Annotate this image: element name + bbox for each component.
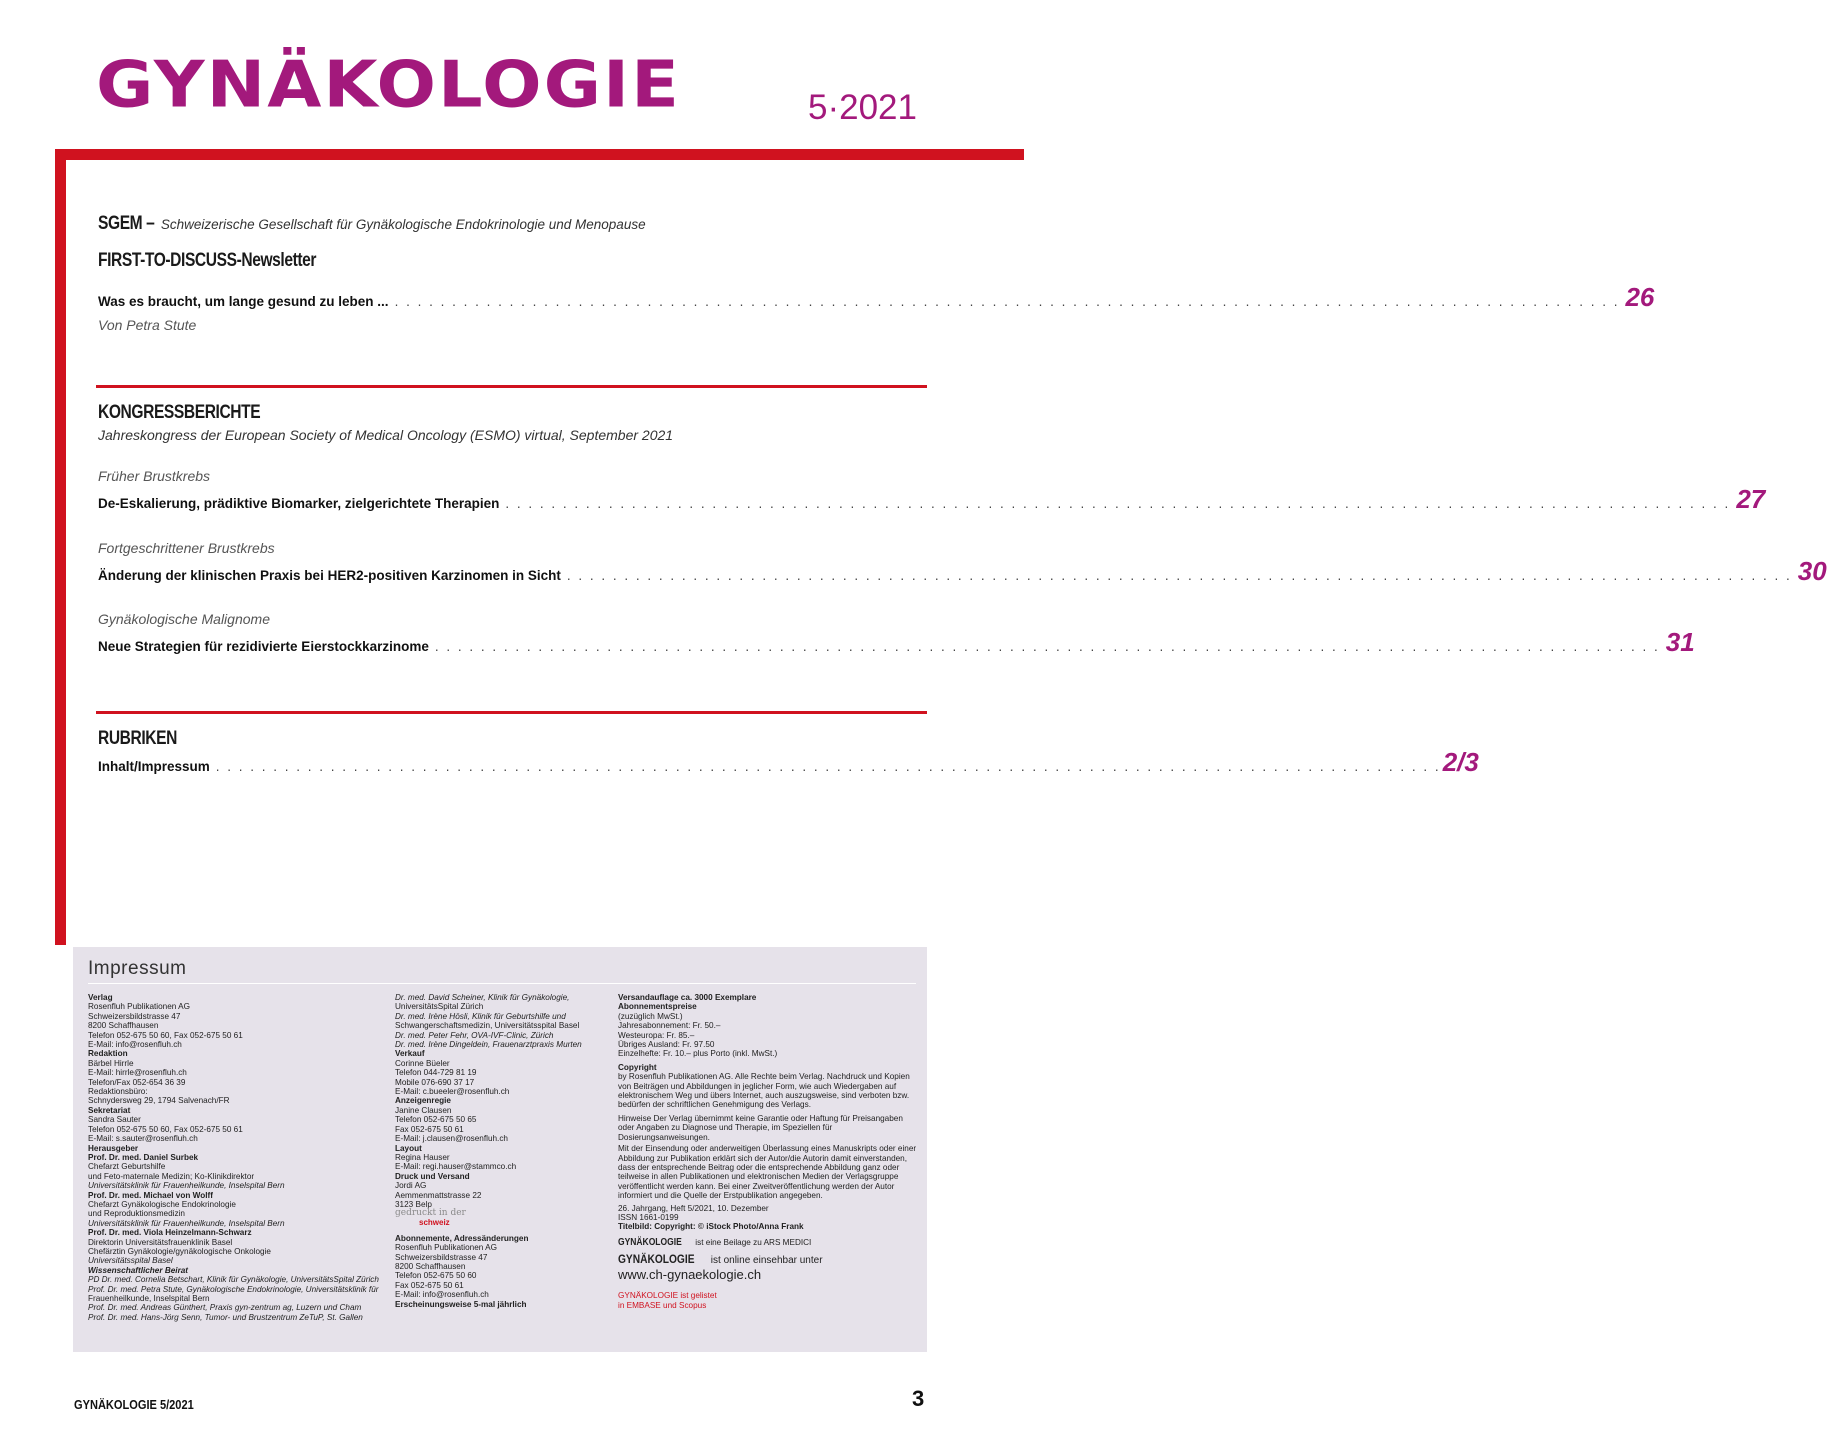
beilage-text: ist eine Beilage zu ARS MEDICI bbox=[695, 1237, 812, 1247]
topic-block bbox=[98, 611, 928, 627]
imp-line: E-Mail: regi.hauser@stammco.ch bbox=[395, 1162, 517, 1172]
toc-entry-text: De-Eskalierung, prädiktive Biomarker, zielgerichtete Therapien bbox=[98, 496, 500, 511]
toc-entry-31[interactable] bbox=[98, 627, 1695, 657]
logo-line: gedruckt in der bbox=[395, 1208, 466, 1219]
imp-line: Bärbel Hirrle bbox=[88, 1058, 134, 1068]
imp-line: 8200 Schaffhausen bbox=[395, 1261, 466, 1271]
imp-line: Dr. med. Irène Dingeldein, Frauenarztpraxis Murten bbox=[395, 1040, 582, 1050]
imp-line: Jahresabonnement: Fr. 50.– bbox=[618, 1021, 721, 1031]
imp-line: E-Mail: j.clausen@rosenfluh.ch bbox=[395, 1134, 508, 1144]
imp-line: Prof. Dr. med. Hans-Jörg Senn, Tumor- und Brustzentrum ZeTuP, St. Gallen bbox=[88, 1312, 363, 1322]
imp-line: PD Dr. med. Cornelia Betschart, Klinik für Gynäkologie, UniversitätsSpital Zürich bbox=[88, 1275, 379, 1285]
imp-line: E-Mail: hirrle@rosenfluh.ch bbox=[88, 1068, 187, 1078]
imp-line: veröffentlicht werden kann. Bei einer Zweitveröffentlichung werden der Autor bbox=[618, 1181, 895, 1191]
listed-line: in EMBASE und Scopus bbox=[618, 1300, 707, 1310]
imp-line: Dr. med. Irène Hösli, Klinik für Geburtshilfe und bbox=[395, 1011, 566, 1021]
imp-line: 3123 Belp bbox=[395, 1199, 432, 1209]
toc-entry-27[interactable] bbox=[98, 484, 1766, 514]
imp-line: 26. Jahrgang, Heft 5/2021, 10. Dezember bbox=[618, 1203, 769, 1213]
imp-heading: Wissenschaftlicher Beirat bbox=[88, 1265, 189, 1275]
brand-name: GYNÄKOLOGIE bbox=[618, 1236, 682, 1248]
imp-line: Sandra Sauter bbox=[88, 1115, 141, 1125]
imp-heading: Erscheinungsweise 5-mal jährlich bbox=[395, 1299, 527, 1309]
toc-page-number: 31 bbox=[1665, 627, 1695, 657]
imp-line: informiert und die Quelle der Erstpublikation angegeben. bbox=[618, 1191, 823, 1201]
imp-line: oder Angaben zu Diagnose und Therapie, im Speziellen für Dosierungsanweisungen. bbox=[618, 1123, 833, 1142]
imp-line: Regina Hauser bbox=[395, 1152, 450, 1162]
imp-heading: Abonnemente, Adressänderungen bbox=[395, 1233, 529, 1243]
section-rubriken bbox=[98, 728, 928, 750]
imp-line: Schwangerschaftsmedizin, Universitätsspital Basel bbox=[395, 1021, 580, 1031]
impressum-divider bbox=[88, 983, 916, 984]
imp-line: Hinweise Der Verlag übernimmt keine Garantie oder Haftung für Preisangaben bbox=[618, 1113, 903, 1123]
imp-line: Übriges Ausland: Fr. 97.50 bbox=[618, 1040, 715, 1050]
red-frame-top bbox=[55, 149, 1024, 160]
imp-line: E-Mail: info@rosenfluh.ch bbox=[395, 1290, 489, 1300]
topic-block bbox=[98, 540, 928, 556]
toc-leader-dots: . . . . . . . . . . . . . . . . . . . . . . . . . . . . . . . . . . . . . . . . . . . . . . . . . . . . . . . . . . . . . . . . . . . . . . . . . . . . . . . . . . . . . . . . . . . . . . . . . . . . . . . . . . . bbox=[215, 759, 1441, 774]
imp-line: Prof. Dr. med. Petra Stute, Gynäkologische Endokrinologie, Universitätsklinik für bbox=[88, 1284, 379, 1294]
imp-line: Telefon 052-675 50 60 bbox=[395, 1271, 477, 1281]
sgem-subtitle: Schweizerische Gesellschaft für Gynäkologische Endokrinologie und Menopause bbox=[160, 217, 646, 232]
imp-line: Frauenheilkunde, Inselspital Bern bbox=[88, 1294, 210, 1303]
toc-page-number: 2/3 bbox=[1442, 747, 1479, 777]
section-sgem bbox=[98, 213, 928, 235]
toc-entry-text: Änderung der klinischen Praxis bei HER2-positiven Karzinomen in Sicht bbox=[98, 568, 561, 583]
topic-block bbox=[98, 468, 928, 484]
imp-line: Westeuropa: Fr. 85.– bbox=[618, 1030, 695, 1040]
imp-line: Universitätsspital Basel bbox=[88, 1256, 173, 1266]
imp-line: ISSN 1661-0199 bbox=[618, 1212, 679, 1222]
toc-leader-dots: . . . . . . . . . . . . . . . . . . . . . . . . . . . . . . . . . . . . . . . . . . . . . . . . . . . . . . . . . . . . . . . . . . . . . . . . . . . . . . . . . . . . . . . . . . . . . . . . . . . . . . . . . . . bbox=[434, 639, 1660, 654]
imp-line: E-Mail: s.sauter@rosenfluh.ch bbox=[88, 1134, 198, 1144]
toc-entry-text: Was es braucht, um lange gesund zu leben ... bbox=[98, 294, 389, 309]
imp-line: Aemmenmattstrasse 22 bbox=[395, 1190, 482, 1200]
kongress-title: KONGRESSBERICHTE bbox=[98, 402, 261, 423]
online-line bbox=[618, 1253, 918, 1267]
toc-page-number: 30 bbox=[1797, 556, 1827, 586]
imp-line: Telefon 044-729 81 19 bbox=[395, 1068, 477, 1078]
kongress-subtitle: Jahreskongress der European Society of Medical Oncology (ESMO) virtual, September 2021 bbox=[98, 427, 674, 443]
imp-heading: Verkauf bbox=[395, 1049, 425, 1059]
imp-line: Jordi AG bbox=[395, 1181, 427, 1191]
toc-author: Von Petra Stute bbox=[98, 317, 197, 333]
imp-line: bedürfen der schriftlichen Genehmigung des Verlags. bbox=[618, 1100, 811, 1110]
imp-heading: Abonnementspreise bbox=[618, 1002, 697, 1012]
section-kongress bbox=[98, 402, 928, 424]
imp-heading: Versandauflage ca. 3000 Exemplare bbox=[618, 993, 757, 1002]
brand-name: GYNÄKOLOGIE bbox=[618, 1252, 695, 1267]
imp-line: Abbildung zur Publikation erklärt sich der Autor/die Autorin damit einverstanden, bbox=[618, 1153, 907, 1163]
imp-line: teilweise in allen Publikationen und elektronischen Medien der Verlagsgruppe bbox=[618, 1172, 899, 1182]
toc-leader-dots: . . . . . . . . . . . . . . . . . . . . . . . . . . . . . . . . . . . . . . . . . . . . . . . . . . . . . . . . . . . . . . . . . . . . . . . . . . . . . . . . . . . . . . . . . . . . . . . . . . . . . . . . . . . bbox=[394, 294, 1620, 309]
listed-line: GYNÄKOLOGIE ist gelistet bbox=[618, 1291, 717, 1301]
imp-line: (zuzüglich MwSt.) bbox=[618, 1011, 683, 1021]
toc-topic: Früher Brustkrebs bbox=[98, 468, 211, 484]
sgem-title: SGEM – bbox=[98, 213, 155, 234]
imp-line: Dr. med. Peter Fehr, OVA-IVF-Clinic, Zürich bbox=[395, 1030, 554, 1040]
imp-line: Dr. med. David Scheiner, Klinik für Gynäkologie, bbox=[395, 993, 570, 1002]
toc-leader-dots: . . . . . . . . . . . . . . . . . . . . . . . . . . . . . . . . . . . . . . . . . . . . . . . . . . . . . . . . . . . . . . . . . . . . . . . . . . . . . . . . . . . . . . . . . . . . . . . . . . . . . . . . . . . bbox=[566, 568, 1792, 583]
imp-line: Telefon 052-675 50 60, Fax 052-675 50 61 bbox=[88, 1030, 243, 1040]
toc-entry-30[interactable] bbox=[98, 556, 1827, 586]
imp-line: Telefon 052-675 50 65 bbox=[395, 1115, 477, 1125]
imp-line: 8200 Schaffhausen bbox=[88, 1021, 159, 1031]
imp-line: Universitätsklinik für Frauenheilkunde, Inselspital Bern bbox=[88, 1181, 285, 1191]
impressum-title: Impressum bbox=[88, 958, 187, 979]
impressum-column-1 bbox=[88, 993, 388, 1322]
logo-line: schweiz bbox=[419, 1218, 450, 1228]
author-line bbox=[98, 317, 928, 333]
imp-line: Redaktionsbüro: bbox=[88, 1087, 148, 1097]
issue-number: 5·2021 bbox=[808, 88, 917, 127]
imp-line: Universitätsklinik für Frauenheilkunde, Inselspital Bern bbox=[88, 1218, 285, 1228]
imp-line: von Beiträgen und Abbildungen in jeglicher Form, wie auch Wiedergaben auf bbox=[618, 1081, 897, 1091]
imp-line: Mobile 076-690 37 17 bbox=[395, 1077, 475, 1087]
imp-heading: Redaktion bbox=[88, 1049, 128, 1059]
toc-topic: Fortgeschrittener Brustkrebs bbox=[98, 540, 275, 556]
footer-journal-issue: GYNÄKOLOGIE 5/2021 bbox=[74, 1397, 194, 1412]
printed-in-switzerland-logo bbox=[395, 1209, 466, 1227]
rubriken-title: RUBRIKEN bbox=[98, 728, 177, 749]
imp-line: Telefon 052-675 50 60, Fax 052-675 50 61 bbox=[88, 1124, 243, 1134]
newsletter-title: FIRST-TO-DISCUSS-Newsletter bbox=[98, 250, 317, 271]
imp-line: Schweizersbildstrasse 47 bbox=[88, 1011, 181, 1021]
imp-line: Mit der Einsendung oder anderweitigen Überlassung eines Manuskripts oder einer bbox=[618, 1144, 917, 1154]
imp-line: Rosenfluh Publikationen AG bbox=[88, 1002, 190, 1012]
imp-line: Fax 052-675 50 61 bbox=[395, 1280, 464, 1290]
imp-heading: Anzeigenregie bbox=[395, 1096, 451, 1106]
red-frame-left bbox=[55, 149, 66, 945]
imp-line: Chefarzt Gynäkologische Endokrinologie bbox=[88, 1199, 236, 1209]
impressum-column-3 bbox=[618, 993, 918, 1310]
section-divider bbox=[96, 711, 927, 714]
imp-line: Corinne Büeler bbox=[395, 1058, 450, 1068]
toc-page-number: 26 bbox=[1625, 282, 1655, 312]
section-divider bbox=[96, 385, 927, 388]
imp-line: E-Mail: info@rosenfluh.ch bbox=[88, 1040, 182, 1050]
imp-line: Einzelhefte: Fr. 10.– plus Porto (inkl. MwSt.) bbox=[618, 1049, 778, 1059]
imp-line: Schweizersbildstrasse 47 bbox=[395, 1252, 488, 1262]
imp-line: Chefarzt Geburtshilfe bbox=[88, 1162, 166, 1172]
toc-entry-2-3[interactable] bbox=[98, 747, 1479, 777]
toc-leader-dots: . . . . . . . . . . . . . . . . . . . . . . . . . . . . . . . . . . . . . . . . . . . . . . . . . . . . . . . . . . . . . . . . . . . . . . . . . . . . . . . . . . . . . . . . . . . . . . . . . . . . . . . . . . . bbox=[505, 496, 1731, 511]
imp-heading: Druck und Versand bbox=[395, 1171, 470, 1181]
imp-line: Titelbild: Copyright: © iStock Photo/Anna Frank bbox=[618, 1222, 804, 1232]
imp-line: elektronischem Weg und übers Internet, auch auszugsweise, sind verboten bzw. bbox=[618, 1091, 910, 1101]
imp-heading: Layout bbox=[395, 1143, 422, 1153]
imp-line: und Feto-maternale Medizin; Ko-Klinikdirektor bbox=[88, 1171, 255, 1181]
toc-entry-text: Neue Strategien für rezidivierte Eierstockkarzinome bbox=[98, 639, 429, 654]
imp-line: Prof. Dr. med. Andreas Günthert, Praxis gyn-zentrum ag, Luzern und Cham bbox=[88, 1303, 362, 1313]
newsletter-block bbox=[98, 250, 928, 272]
imp-person: Prof. Dr. med. Daniel Surbek bbox=[88, 1152, 199, 1162]
imp-person: Prof. Dr. med. Michael von Wolff bbox=[88, 1190, 213, 1200]
imp-line: Fax 052-675 50 61 bbox=[395, 1124, 464, 1134]
beilage-line bbox=[618, 1238, 918, 1247]
impressum-column-2 bbox=[395, 993, 600, 1309]
imp-line: Rosenfluh Publikationen AG bbox=[395, 1243, 497, 1253]
imp-heading: Sekretariat bbox=[88, 1105, 131, 1115]
imp-line: UniversitätsSpital Zürich bbox=[395, 1002, 484, 1012]
imp-line: by Rosenfluh Publikationen AG. Alle Rechte beim Verlag. Nachdruck und Kopien bbox=[618, 1072, 910, 1082]
website-link[interactable]: www.ch-gynaekologie.ch bbox=[618, 1267, 762, 1283]
toc-entry-26[interactable] bbox=[98, 282, 1655, 312]
toc-entry-text: Inhalt/Impressum bbox=[98, 759, 210, 774]
imp-line: und Reproduktionsmedizin bbox=[88, 1209, 185, 1219]
imp-heading: Herausgeber bbox=[88, 1143, 139, 1153]
page-number: 3 bbox=[912, 1386, 925, 1411]
imp-heading: Copyright bbox=[618, 1062, 657, 1072]
kongress-subtitle-block bbox=[98, 427, 928, 443]
toc-page-number: 27 bbox=[1736, 484, 1766, 514]
imp-heading: Verlag bbox=[88, 993, 113, 1002]
imp-line: Telefon/Fax 052-654 36 39 bbox=[88, 1077, 186, 1087]
imp-line: Direktorin Universitätsfrauenklinik Basel bbox=[88, 1237, 233, 1247]
imp-line: Janine Clausen bbox=[395, 1105, 452, 1115]
imp-line: dass der entsprechende Beitrag oder die entsprechende Abbildung ganz oder bbox=[618, 1162, 900, 1172]
imp-person: Prof. Dr. med. Viola Heinzelmann-Schwarz bbox=[88, 1228, 252, 1238]
toc-topic: Gynäkologische Malignome bbox=[98, 611, 270, 627]
magazine-title: GYNÄKOLOGIE bbox=[96, 46, 681, 122]
online-text: ist online einsehbar unter bbox=[710, 1255, 823, 1267]
imp-line: Chefärztin Gynäkologie/gynäkologische Onkologie bbox=[88, 1246, 271, 1256]
imp-line: Schnydersweg 29, 1794 Salvenach/FR bbox=[88, 1096, 230, 1106]
imp-line: E-Mail: c.bueeler@rosenfluh.ch bbox=[395, 1087, 510, 1097]
